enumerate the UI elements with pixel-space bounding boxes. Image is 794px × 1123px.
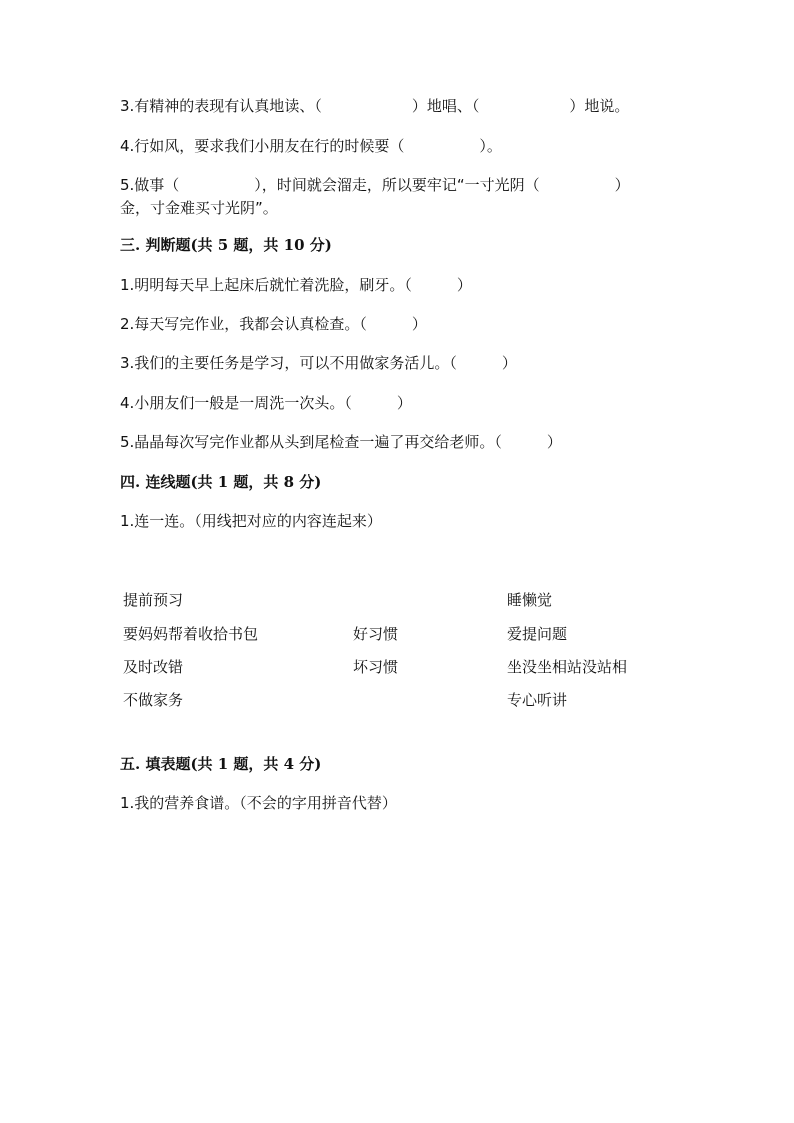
right-item-1: 睡懒觉 bbox=[507, 591, 553, 609]
table-question: 1.我的营养食谱。（不会的字用拼音代替） bbox=[120, 794, 397, 812]
judge-item-1: 1.明明每天早上起床后就忙着洗脸，刷牙。（ ） bbox=[120, 276, 472, 294]
left-item-1: 提前预习 bbox=[123, 591, 184, 609]
judge-item-2: 2.每天写完作业，我都会认真检查。（ ） bbox=[120, 315, 427, 333]
judge-item-3: 3.我们的主要任务是学习，可以不用做家务活儿。（ ） bbox=[120, 354, 517, 372]
fill-item-4: 4.行如风，要求我们小朋友在行的时候要（ ）。 bbox=[120, 137, 502, 155]
right-item-3: 坐没坐相站没站相 bbox=[507, 658, 628, 676]
judge-item-5: 5.晶晶每次写完作业都从头到尾检查一遍了再交给老师。（ ） bbox=[120, 433, 562, 451]
section-3-heading: 三. 判断题(共 5 题，共 10 分) bbox=[120, 236, 332, 254]
judge-item-4: 4.小朋友们一般是一周洗一次头。（ ） bbox=[120, 394, 412, 412]
fill-item-3: 3.有精神的表现有认真地读、（ ）地唱、（ ）地说。 bbox=[120, 97, 630, 115]
middle-item-good-habit: 好习惯 bbox=[353, 625, 399, 643]
right-item-4: 专心听讲 bbox=[507, 691, 568, 709]
left-item-3: 及时改错 bbox=[123, 658, 184, 676]
middle-item-bad-habit: 坏习惯 bbox=[353, 658, 399, 676]
section-4-heading: 四. 连线题(共 1 题，共 8 分) bbox=[120, 473, 322, 491]
left-item-2: 要妈妈帮着收拾书包 bbox=[123, 625, 259, 643]
section-5-heading: 五. 填表题(共 1 题，共 4 分) bbox=[120, 755, 322, 773]
fill-item-5-continued: 金，寸金难买寸光阴”。 bbox=[120, 199, 278, 217]
left-item-4: 不做家务 bbox=[123, 691, 184, 709]
matching-question: 1.连一连。（用线把对应的内容连起来） bbox=[120, 512, 382, 530]
fill-item-5: 5.做事（ ），时间就会溜走，所以要牢记“一寸光阴（ ） bbox=[120, 176, 630, 194]
right-item-2: 爱提问题 bbox=[507, 625, 568, 643]
